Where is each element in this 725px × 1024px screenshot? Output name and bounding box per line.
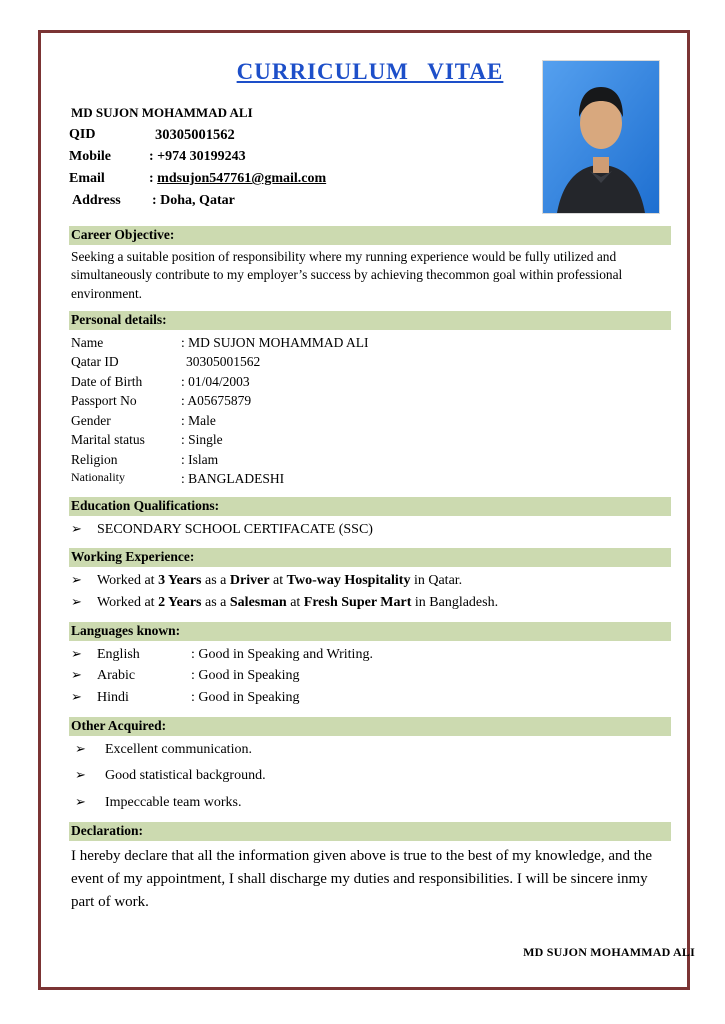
- text-segment: as a: [201, 573, 230, 589]
- contact-block: [69, 105, 499, 212]
- personal-value: : BANGLADESHI: [181, 471, 285, 487]
- personal-row: [69, 352, 671, 371]
- other-item: [69, 765, 671, 787]
- text-segment: as a: [201, 594, 230, 610]
- language-item: [69, 687, 671, 709]
- text-segment-bold: Salesman: [229, 594, 287, 610]
- personal-row: [69, 469, 671, 488]
- text-segment-bold: 2 Years: [158, 594, 202, 610]
- work-item-text: [97, 570, 462, 592]
- arrow-bullet-icon: ➢: [71, 593, 82, 609]
- address-label: Address: [72, 192, 121, 208]
- other-item-text: Impeccable team works.: [105, 795, 242, 811]
- personal-value: 30305001562: [186, 354, 261, 370]
- email-colon: :: [149, 171, 154, 187]
- personal-label: Gender: [71, 412, 111, 428]
- contact-row-address: [69, 190, 499, 212]
- language-name: English: [97, 646, 140, 662]
- personal-row: [69, 333, 671, 352]
- section-header-declaration: Declaration:: [69, 822, 671, 841]
- personal-label: Marital status: [71, 432, 145, 448]
- education-item: [69, 519, 671, 541]
- section-header-career-objective: Career Objective:: [69, 226, 671, 245]
- text-segment: Worked at: [97, 594, 159, 610]
- section-header-working-experience: Working Experience:: [69, 548, 671, 567]
- personal-row: [69, 391, 671, 410]
- personal-label: Date of Birth: [71, 373, 143, 389]
- arrow-bullet-icon: ➢: [75, 767, 86, 783]
- arrow-bullet-icon: ➢: [75, 794, 86, 810]
- text-segment-bold: Fresh Super Mart: [303, 594, 412, 610]
- personal-label: Religion: [71, 451, 118, 467]
- personal-label: Passport No: [71, 393, 137, 409]
- contact-name: MD SUJON MOHAMMAD ALI: [71, 105, 253, 120]
- work-item: [69, 570, 671, 592]
- mobile-label: Mobile: [69, 149, 111, 165]
- arrow-bullet-icon: ➢: [71, 688, 82, 704]
- declaration-text: I hereby declare that all the information given above is true to the best of my knowledge, and the event of my appointment, I shall discharge my duties and responsibilities. I will be sincere inmy part of work.: [71, 847, 653, 911]
- other-item-text: Excellent communication.: [105, 741, 252, 757]
- other-item: [69, 739, 671, 761]
- arrow-bullet-icon: ➢: [75, 740, 86, 756]
- personal-row: [69, 450, 671, 469]
- education-item-text: SECONDARY SCHOOL CERTIFACATE (SSC): [97, 521, 373, 537]
- person-photo-graphic: [543, 61, 659, 213]
- personal-value: : MD SUJON MOHAMMAD ALI: [181, 335, 369, 351]
- personal-value: : Islam: [181, 451, 219, 467]
- signature-name: MD SUJON MOHAMMAD ALI: [523, 945, 695, 959]
- section-header-languages: Languages known:: [69, 622, 671, 641]
- language-name: Hindi: [97, 689, 129, 705]
- language-item: [69, 644, 671, 666]
- career-objective-text: Seeking a suitable position of responsibility where my running experience would be fully utilized and simultaneously contribute to my employer’s success by achieving thecommon goal within professional environment.: [71, 248, 623, 301]
- language-name: Arabic: [97, 668, 136, 684]
- email-value-wrap: [149, 168, 326, 190]
- personal-row: [69, 372, 671, 391]
- address-value: : Doha, Qatar: [152, 192, 235, 208]
- profile-photo: [543, 61, 659, 213]
- language-level: : Good in Speaking: [191, 689, 300, 705]
- page-title: CURRICULUM VITAE: [236, 59, 504, 84]
- text-segment: in Bangladesh.: [411, 594, 499, 610]
- language-level: : Good in Speaking and Writing.: [191, 646, 373, 662]
- personal-row: [69, 411, 671, 430]
- contact-row-qid: [69, 124, 499, 146]
- qid-label: QID: [69, 127, 96, 142]
- personal-row: [69, 430, 671, 449]
- personal-value: : Single: [181, 432, 223, 448]
- arrow-bullet-icon: ➢: [71, 667, 82, 683]
- page-border-frame: [38, 30, 690, 990]
- other-item: [69, 792, 671, 814]
- personal-label: Qatar ID: [71, 354, 119, 370]
- contact-row-email: [69, 168, 499, 190]
- language-item: [69, 665, 671, 687]
- text-segment: at: [286, 594, 304, 610]
- section-header-education: Education Qualifications:: [69, 497, 671, 516]
- work-item: [69, 592, 671, 614]
- personal-label: Nationality: [71, 470, 125, 485]
- language-level: : Good in Speaking: [191, 668, 300, 684]
- text-segment-bold: Driver: [229, 573, 270, 589]
- personal-label: Name: [71, 335, 104, 351]
- work-item-text: [97, 592, 498, 614]
- email-label: Email: [69, 171, 105, 187]
- section-header-personal-details: Personal details:: [69, 311, 671, 330]
- personal-value: : A05675879: [181, 393, 252, 409]
- text-segment: in Qatar.: [410, 573, 463, 589]
- personal-value: : 01/04/2003: [181, 373, 250, 389]
- text-segment-bold: Two-way Hospitality: [286, 573, 411, 589]
- mobile-value: : +974 30199243: [149, 149, 246, 165]
- email-link[interactable]: mdsujon547761@gmail.com: [157, 171, 327, 187]
- arrow-bullet-icon: ➢: [71, 572, 82, 588]
- arrow-bullet-icon: ➢: [71, 520, 82, 536]
- personal-details-table: [69, 333, 671, 489]
- text-segment: Worked at: [97, 573, 159, 589]
- section-header-other-acquired: Other Acquired:: [69, 717, 671, 736]
- text-segment-bold: 3 Years: [158, 573, 202, 589]
- personal-value: : Male: [181, 412, 216, 428]
- other-item-text: Good statistical background.: [105, 768, 266, 784]
- arrow-bullet-icon: ➢: [71, 645, 82, 661]
- contact-row-mobile: [69, 146, 499, 168]
- qid-value: 30305001562: [155, 127, 235, 143]
- text-segment: at: [269, 573, 287, 589]
